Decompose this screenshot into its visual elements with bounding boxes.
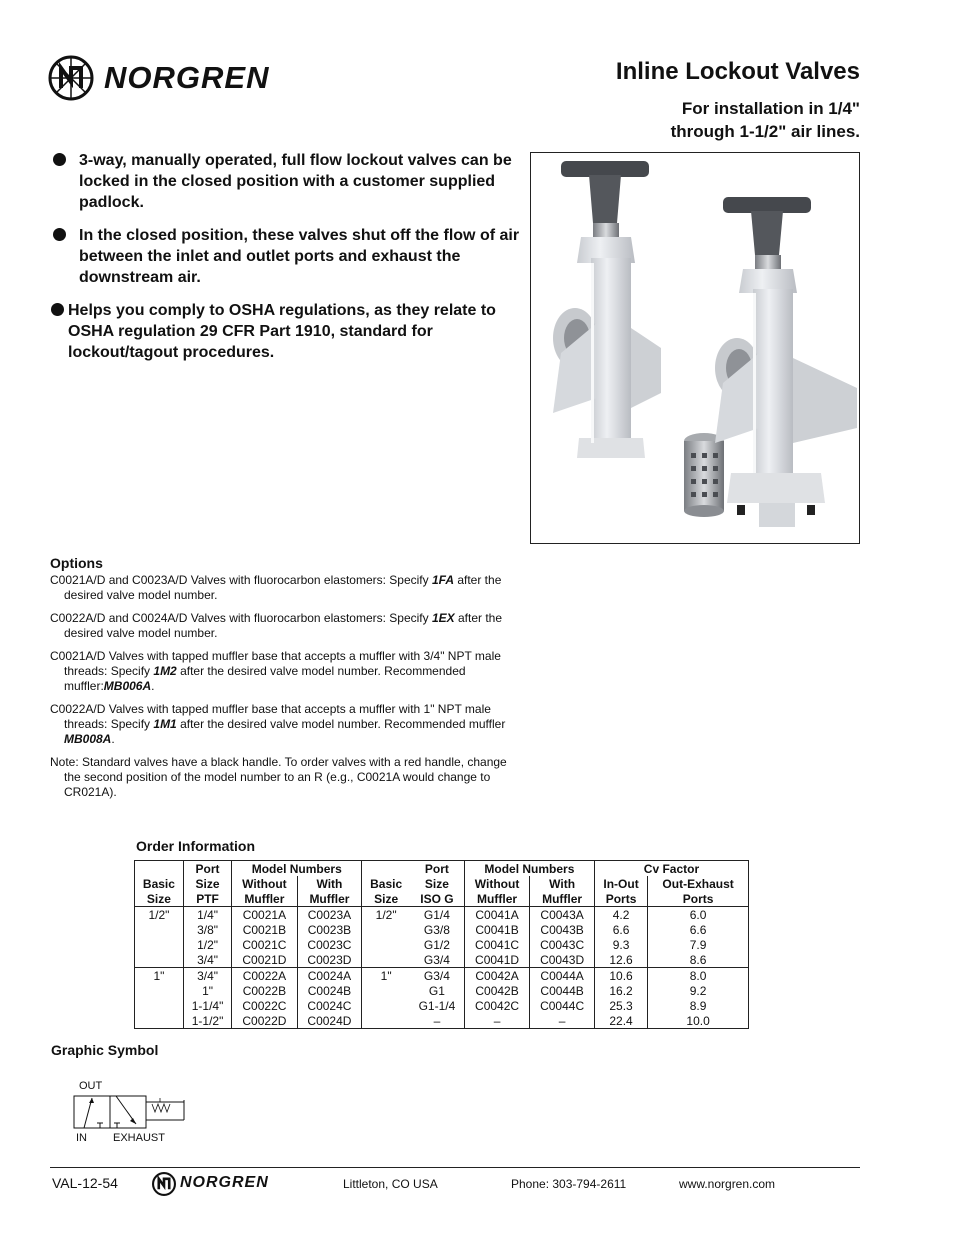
- table-cell: C0043C: [530, 937, 595, 952]
- table-cell: 6.0: [689, 907, 707, 922]
- table-cell: G3/8: [410, 922, 464, 937]
- table-cell: C0044C: [530, 998, 595, 1013]
- table-cell: 1/2": [135, 907, 184, 923]
- table-cell: C0022C: [232, 998, 297, 1013]
- table-cell: C0042C: [464, 998, 529, 1013]
- table-cell: C0021B: [232, 922, 297, 937]
- exhaust-port-label: EXHAUST: [113, 1132, 165, 1144]
- norgren-emblem-icon: [48, 55, 94, 101]
- table-cell: 1/2": [375, 907, 397, 922]
- feature-item: Helps you comply to OSHA regulations, as they relate to OSHA regulation 29 CFR Part 1910, standard for lockout/tagout procedures.: [50, 300, 520, 363]
- valve-right: [715, 197, 857, 527]
- table-cell: C0042A: [464, 968, 529, 984]
- footer-divider: [50, 1167, 860, 1168]
- muffler: [684, 433, 724, 517]
- footer-wordmark: NORGREN: [180, 1174, 269, 1191]
- table-cell: –: [530, 1013, 595, 1029]
- option-note: Note: Standard valves have a black handle. To order valves with a red handle, change the second position of the model number to an R (e.g., C0021A would change to CR021A).: [50, 755, 507, 799]
- feature-item: In the closed position, these valves shut off the flow of air between the inlet and outlet ports and exhaust the downstream air.: [50, 225, 520, 288]
- norgren-emblem-icon: [152, 1172, 176, 1196]
- table-cell: 3/4": [183, 968, 231, 984]
- table-row: [135, 952, 749, 968]
- table-cell: C0044A: [530, 968, 595, 984]
- table-cell: C0021D: [232, 952, 297, 968]
- table-cell: [362, 983, 410, 998]
- table-cell: C0023A: [297, 907, 362, 923]
- table-cell: 1": [135, 968, 184, 984]
- table-cell: C0022A: [232, 968, 297, 984]
- table-cell: G1/4: [410, 907, 464, 923]
- table-cell: C0023B: [297, 922, 362, 937]
- table-row: [135, 937, 749, 952]
- option-item: C0022A/D and C0024A/D Valves with fluorocarbon elastomers: Specify 1EX after the desired valve model number.: [50, 611, 503, 640]
- table-cell: 16.2: [594, 983, 647, 998]
- order-table-body: [135, 907, 749, 1029]
- table-header-row: Port Model Numbers Port Model Numbers Cv Factor: [135, 861, 749, 877]
- table-header-row: Size PTF Muffler Muffler Size ISO G Muffler Muffler Ports Ports: [135, 891, 749, 907]
- table-cell: 8.6: [648, 952, 749, 968]
- table-cell: G3/4: [410, 968, 464, 984]
- table-cell: C0021C: [232, 937, 297, 952]
- table-cell: G1/2: [410, 937, 464, 952]
- table-cell: 8.9: [689, 998, 707, 1013]
- table-cell: G1: [410, 983, 464, 998]
- table-cell: 1-1/4": [183, 998, 231, 1013]
- table-cell: C0043B: [530, 922, 595, 937]
- table-cell: 12.6: [594, 952, 647, 968]
- table-cell: [135, 922, 184, 937]
- table-cell: 6.6: [689, 922, 707, 937]
- table-cell: C0021A: [232, 907, 297, 923]
- table-cell: C0041B: [464, 922, 529, 937]
- table-cell: G1-1/4: [410, 998, 464, 1013]
- table-cell: 6.6: [594, 922, 647, 937]
- table-cell: C0044B: [530, 983, 595, 998]
- table-cell: 10.0: [686, 1013, 710, 1028]
- table-cell: –: [464, 1013, 529, 1029]
- footer-website: www.norgren.com: [679, 1177, 776, 1191]
- table-cell: C0024B: [297, 983, 362, 998]
- table-row: [135, 907, 749, 923]
- table-cell: 7.9: [689, 937, 707, 952]
- feature-item: 3-way, manually operated, full flow lockout valves can be locked in the closed position with a customer supplied padlock.: [50, 150, 520, 213]
- table-row: [135, 1013, 749, 1029]
- table-cell: C0022B: [232, 983, 297, 998]
- table-cell: [362, 1013, 410, 1029]
- graphic-symbol-heading: Graphic Symbol: [51, 1042, 159, 1058]
- order-heading: Order Information: [136, 838, 256, 854]
- table-cell: 8.0: [689, 968, 707, 983]
- bullet-icon: [53, 228, 66, 241]
- table-cell: C0024D: [297, 1013, 362, 1029]
- table-cell: [135, 983, 184, 998]
- table-cell: C0043D: [530, 952, 595, 968]
- table-cell: 3/8": [183, 922, 231, 937]
- table-cell: C0024A: [297, 968, 362, 984]
- bullet-icon: [51, 303, 64, 316]
- table-cell: [362, 952, 410, 968]
- out-port-label: OUT: [79, 1080, 103, 1092]
- feature-list: [50, 150, 520, 375]
- valve-left: [553, 161, 661, 458]
- table-cell: 22.4: [594, 1013, 647, 1029]
- table-cell: C0024C: [297, 998, 362, 1013]
- table-cell: 3/4": [183, 952, 231, 968]
- table-cell: 1": [183, 983, 231, 998]
- option-item: C0021A/D and C0023A/D Valves with fluorocarbon elastomers: Specify 1FA after the desired valve model number.: [50, 573, 502, 602]
- table-cell: 25.3: [594, 998, 647, 1013]
- table-cell: –: [410, 1013, 464, 1029]
- table-cell: 1": [380, 968, 392, 983]
- table-row: [135, 983, 749, 998]
- footer-logo: [152, 1172, 292, 1198]
- brand-logo: [48, 55, 308, 101]
- table-cell: G3/4: [410, 952, 464, 968]
- table-cell: [135, 937, 184, 952]
- table-cell: C0041D: [464, 952, 529, 968]
- table-header-row: Basic Size Without With Basic Size Without With In-Out Out-Exhaust: [135, 876, 749, 891]
- table-cell: [362, 937, 410, 952]
- table-row: [135, 922, 749, 937]
- table-cell: 10.6: [594, 968, 647, 984]
- table-cell: C0022D: [232, 1013, 297, 1029]
- table-row: [135, 998, 749, 1013]
- footer-phone: Phone: 303-794-2611: [511, 1177, 627, 1191]
- table-cell: C0023C: [297, 937, 362, 952]
- table-cell: 9.3: [594, 937, 647, 952]
- table-cell: 1/4": [183, 907, 231, 923]
- table-cell: 4.2: [594, 907, 647, 923]
- table-cell: [135, 998, 184, 1013]
- in-port-label: IN: [76, 1132, 87, 1144]
- table-cell: C0043A: [530, 907, 595, 923]
- table-cell: [362, 998, 410, 1013]
- footer-location: Littleton, CO USA: [343, 1177, 438, 1191]
- brand-wordmark: NORGREN: [104, 60, 270, 95]
- page-title: Inline Lockout Valves: [615, 58, 860, 85]
- table-cell: C0041C: [464, 937, 529, 952]
- footer-doc-code: VAL-12-54: [52, 1175, 118, 1191]
- table-cell: C0023D: [297, 952, 362, 968]
- table-row: [135, 968, 749, 984]
- option-item: C0021A/D Valves with tapped muffler base that accepts a muffler with 3/4" NPT male threads: Specify 1M2 after the desired valve model number. Recommended muffler:MB006A.: [50, 649, 501, 693]
- table-cell: C0041A: [464, 907, 529, 923]
- valve-illustration: [531, 153, 858, 542]
- table-cell: [135, 1013, 184, 1029]
- options-heading: Options: [50, 555, 103, 571]
- table-cell: [362, 922, 410, 937]
- options-section: [50, 556, 520, 808]
- bullet-icon: [53, 153, 66, 166]
- option-item: C0022A/D Valves with tapped muffler base that accepts a muffler with 1" NPT male threads: Specify 1M1 after the desired valve model number. Recommended muffler MB008A.: [50, 702, 506, 746]
- table-cell: [135, 952, 184, 968]
- page-subtitle: For installation in 1/4" through 1-1/2" air lines.: [670, 99, 860, 141]
- valve-symbol-icon: [70, 1090, 200, 1134]
- table-cell: 1/2": [183, 937, 231, 952]
- table-cell: 9.2: [689, 983, 707, 998]
- order-table: [134, 860, 749, 1029]
- product-photo: [530, 152, 860, 544]
- table-cell: C0042B: [464, 983, 529, 998]
- table-cell: 1-1/2": [183, 1013, 231, 1029]
